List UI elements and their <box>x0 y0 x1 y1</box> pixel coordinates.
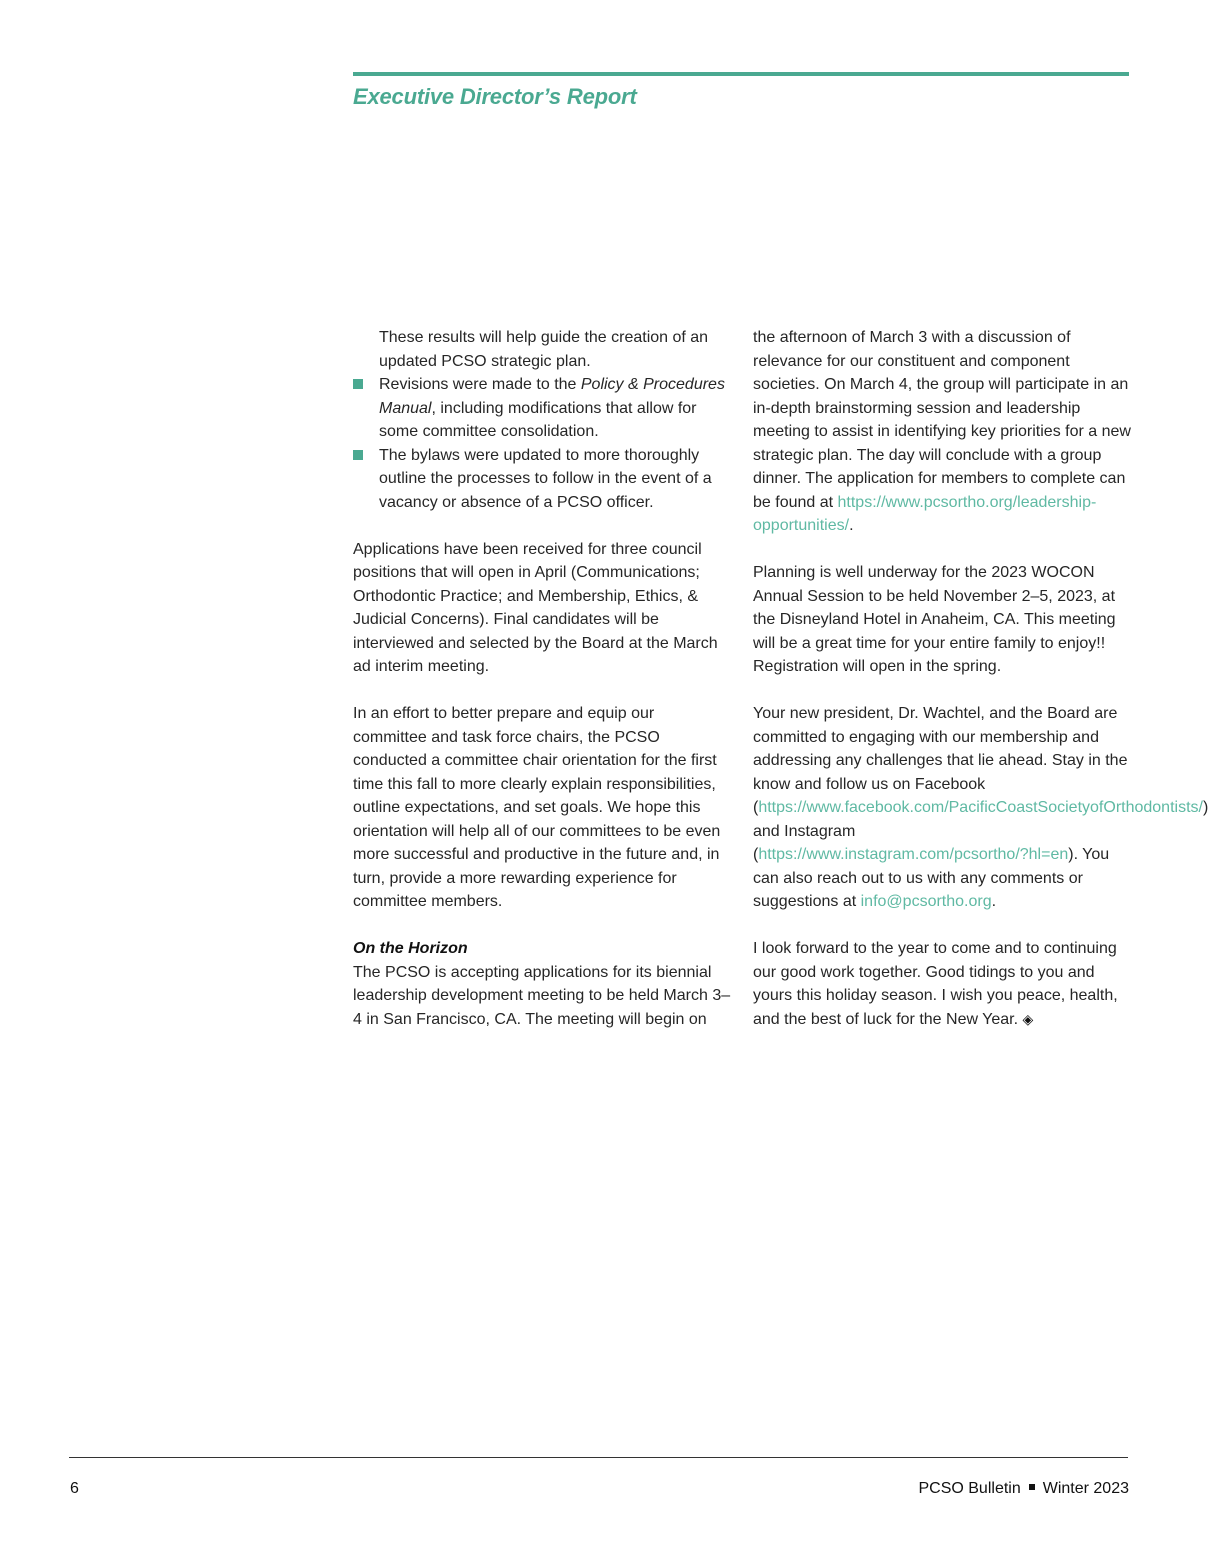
meeting-text: the afternoon of March 3 with a discussion of relevance for our constituent and component societies. On March 4, the group will participate in an in-depth brainstorming session and leadership meeting to assist in identifying key priorities for a new strategic plan. The day will conclude with a group dinner. The application for members to complete can be found at <box>753 329 1131 511</box>
bullet-text: , including modifications that allow for some committee consolidation. <box>379 399 697 440</box>
leadership-opportunities-link[interactable]: https://www.pcsortho.org/leadership-opportunities/ <box>753 493 1097 534</box>
orientation-paragraph: In an effort to better prepare and equip our committee and task force chairs, the PCSO conducted a committee chair orientation for the first time this fall to more clearly explain responsibilities, outline expectations, and set goals. We hope this orientation will help all of our committees to be even more successful and productive in the future and, in turn, provide a more rewarding experience for committee members. <box>353 705 721 910</box>
horizon-heading: On the Horizon <box>353 940 468 957</box>
bullet-text: The bylaws were updated to more thoroughly outline the processes to follow in the event of a vacancy or absence of a PCSO officer. <box>379 446 712 511</box>
bullet-text: Revisions were made to the <box>379 376 581 393</box>
social-text: Your new president, Dr. Wachtel, and the Board are committed to engaging with our membership and addressing any challenges that lie ahead. Stay in the know and follow us on Facebook ( <box>753 705 1128 816</box>
bullet-list <box>353 373 731 514</box>
closing-paragraph <box>753 937 1131 1031</box>
punctuation: . <box>849 517 854 534</box>
square-bullet-icon <box>353 379 363 389</box>
square-bullet-icon <box>353 450 363 460</box>
publication-name: PCSO Bulletin <box>918 1480 1021 1497</box>
section-title: Executive Director’s Report <box>353 84 637 109</box>
wocon-paragraph: Planning is well underway for the 2023 WOCON Annual Session to be held November 2–5, 2023, at the Disneyland Hotel in Anaheim, CA. This meeting will be a great time for your entire family to enjoy!! Registration will open in the spring. <box>753 564 1116 675</box>
punctuation: . <box>991 893 997 910</box>
bullet-item-bylaws <box>353 444 731 515</box>
email-link[interactable]: info@pcsortho.org <box>860 893 992 910</box>
manual-title: Policy & Procedures Manual <box>379 376 725 417</box>
facebook-link[interactable]: https://www.facebook.com/PacificCoastSocietyofOrthodontists/ <box>758 799 1203 816</box>
left-column <box>353 326 731 1031</box>
footer-publication <box>918 1480 1129 1498</box>
intro-continued: These results will help guide the creation of an updated PCSO strategic plan. <box>379 329 709 370</box>
instagram-link[interactable]: https://www.instagram.com/pcsortho/?hl=en <box>758 846 1069 863</box>
issue-label: Winter 2023 <box>1042 1480 1129 1497</box>
social-paragraph <box>753 702 1208 914</box>
meeting-paragraph <box>753 326 1131 538</box>
closing-text: I look forward to the year to come and to continuing our good work together. Good tidings to you and yours this holiday season. I wish you peace, health, and the best of luck for the New Year. <box>753 940 1118 1028</box>
social-text: ). You can also reach out to us with any comments or suggestions at <box>753 846 1110 910</box>
header-rule <box>353 72 1129 76</box>
horizon-paragraph: The PCSO is accepting applications for its biennial leadership development meeting to be held March 3–4 in San Francisco, CA. The meeting will begin on <box>353 963 731 1028</box>
applications-paragraph: Applications have been received for three council positions that will open in April (Communications; Orthodontic Practice; and Membership, Ethics, & Judicial Concerns). Final candidates will be interviewed and selected by the Board at the March ad interim meeting. <box>353 540 718 675</box>
end-of-article-icon: ◈ <box>1022 1010 1034 1027</box>
right-column <box>753 326 1208 1031</box>
square-separator-icon <box>1029 1484 1035 1490</box>
bullet-item-policy <box>353 373 731 444</box>
social-text: ) and Instagram ( <box>753 799 1208 863</box>
footer-rule <box>69 1457 1128 1458</box>
page-number: 6 <box>70 1480 79 1497</box>
